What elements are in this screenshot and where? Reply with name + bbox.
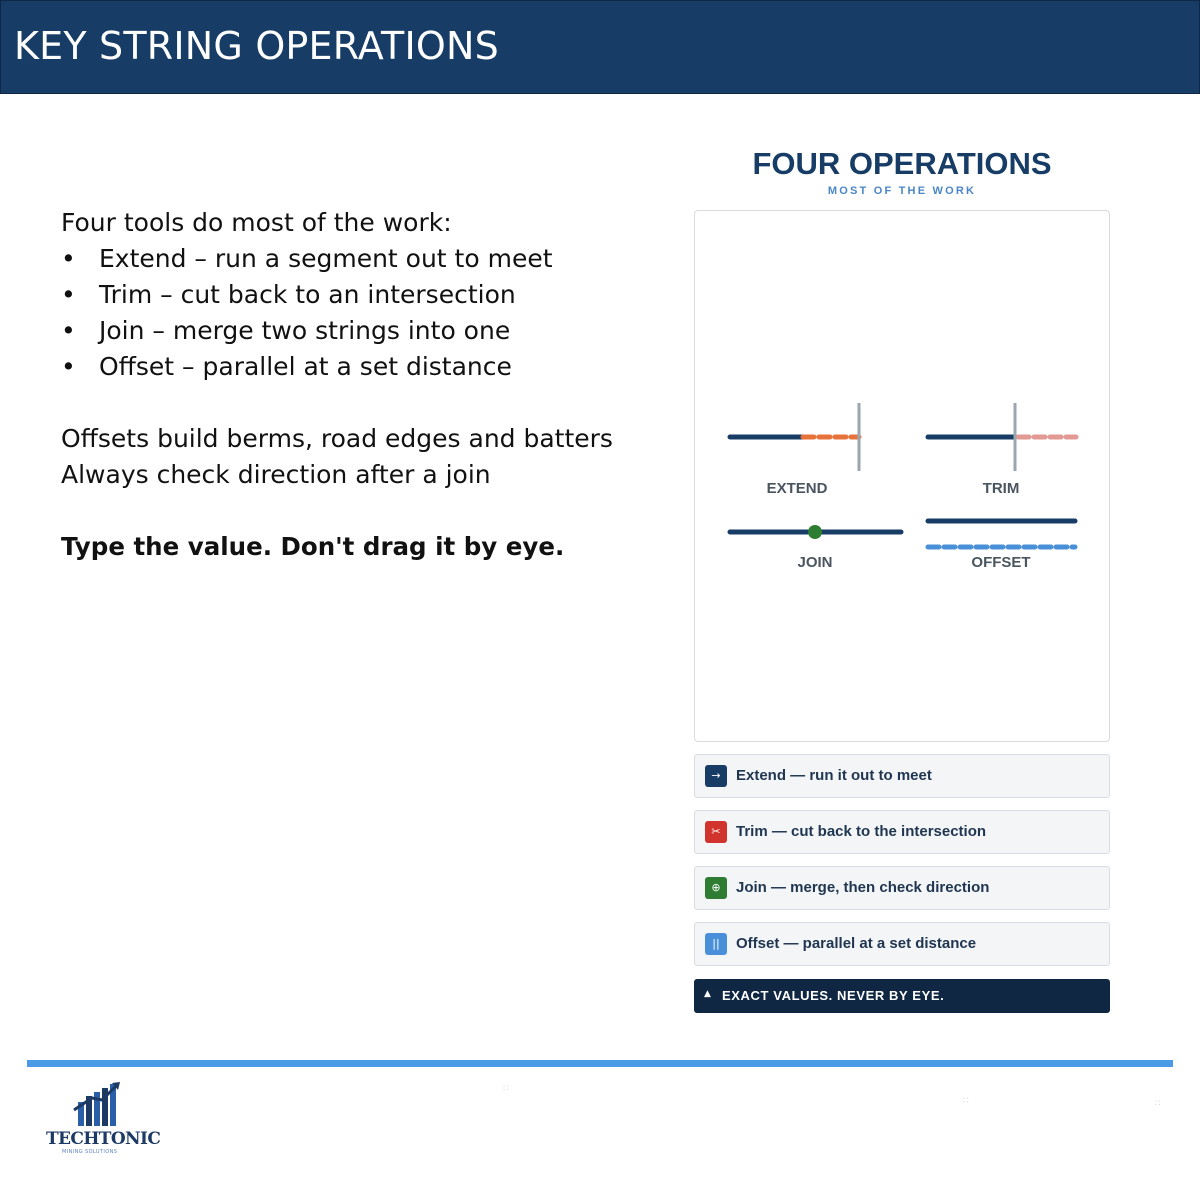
bullet-text: Offset – parallel at a set distance bbox=[99, 352, 512, 381]
join-illustration bbox=[730, 525, 901, 571]
arrow-right-icon: → bbox=[705, 765, 727, 787]
operation-row-text: Extend — run it out to meet bbox=[736, 767, 932, 784]
bullet-item bbox=[61, 349, 661, 385]
company-logo bbox=[44, 1080, 161, 1160]
parallel-icon: || bbox=[705, 933, 727, 955]
note-offsets: Offsets build berms, road edges and batters bbox=[61, 424, 613, 453]
title-bar bbox=[0, 0, 1200, 94]
operation-row-text: Join — merge, then check direction bbox=[736, 879, 990, 896]
operation-row-extend bbox=[694, 754, 1110, 798]
decorative-speck: ∷ bbox=[963, 1096, 969, 1106]
operation-row-offset bbox=[694, 922, 1110, 966]
warning-callout bbox=[694, 979, 1110, 1013]
panel-subtitle: MOST OF THE WORK bbox=[827, 185, 977, 197]
triangle-up-icon: ▲ bbox=[704, 989, 711, 999]
circle-plus-icon: ⊕ bbox=[705, 877, 727, 899]
operation-row-trim bbox=[694, 810, 1110, 854]
bullet-list bbox=[61, 241, 661, 385]
operation-row-text: Offset — parallel at a set distance bbox=[736, 935, 977, 952]
extend-illustration bbox=[730, 403, 859, 497]
trim-label: TRIM bbox=[982, 480, 1020, 497]
closing-statement: Type the value. Don't drag it by eye. bbox=[61, 532, 565, 561]
footer-rule bbox=[27, 1060, 1173, 1067]
bullet-dot: • bbox=[61, 316, 76, 345]
join-label: JOIN bbox=[797, 554, 833, 571]
bullet-text: Join – merge two strings into one bbox=[99, 316, 511, 345]
bullet-item bbox=[61, 313, 661, 349]
bullet-dot: • bbox=[61, 280, 76, 309]
decorative-speck: ∷ bbox=[503, 1084, 509, 1094]
operation-row-join bbox=[694, 866, 1110, 910]
callout-text: EXACT VALUES. NEVER BY EYE. bbox=[722, 988, 945, 1003]
offset-label: OFFSET bbox=[971, 554, 1031, 571]
operation-row-text: Trim — cut back to the intersection bbox=[736, 823, 987, 840]
trim-illustration bbox=[928, 403, 1076, 497]
note-direction: Always check direction after a join bbox=[61, 460, 491, 489]
bullet-dot: • bbox=[61, 244, 76, 273]
bullet-item bbox=[61, 241, 661, 277]
extend-label: EXTEND bbox=[766, 480, 828, 497]
operations-diagram-svg bbox=[695, 211, 1111, 743]
logo-wordmark: TECHTONIC bbox=[46, 1129, 161, 1149]
offset-illustration bbox=[928, 521, 1075, 571]
operations-diagram bbox=[694, 210, 1110, 742]
bullet-dot: • bbox=[61, 352, 76, 381]
logo-tagline: MINING SOLUTIONS bbox=[62, 1149, 118, 1155]
intro-text: Four tools do most of the work: bbox=[61, 208, 452, 237]
page-title: KEY STRING OPERATIONS bbox=[14, 24, 499, 68]
decorative-speck: ∷ bbox=[1155, 1099, 1161, 1109]
scissors-icon: ✂ bbox=[705, 821, 727, 843]
join-node bbox=[808, 525, 822, 539]
bullet-item bbox=[61, 277, 661, 313]
body-text bbox=[61, 205, 661, 565]
bullet-text: Trim – cut back to an intersection bbox=[99, 280, 516, 309]
bullet-text: Extend – run a segment out to meet bbox=[99, 244, 553, 273]
panel-title: FOUR OPERATIONS bbox=[752, 146, 1052, 181]
bar-chart-growth-icon bbox=[44, 1080, 156, 1130]
